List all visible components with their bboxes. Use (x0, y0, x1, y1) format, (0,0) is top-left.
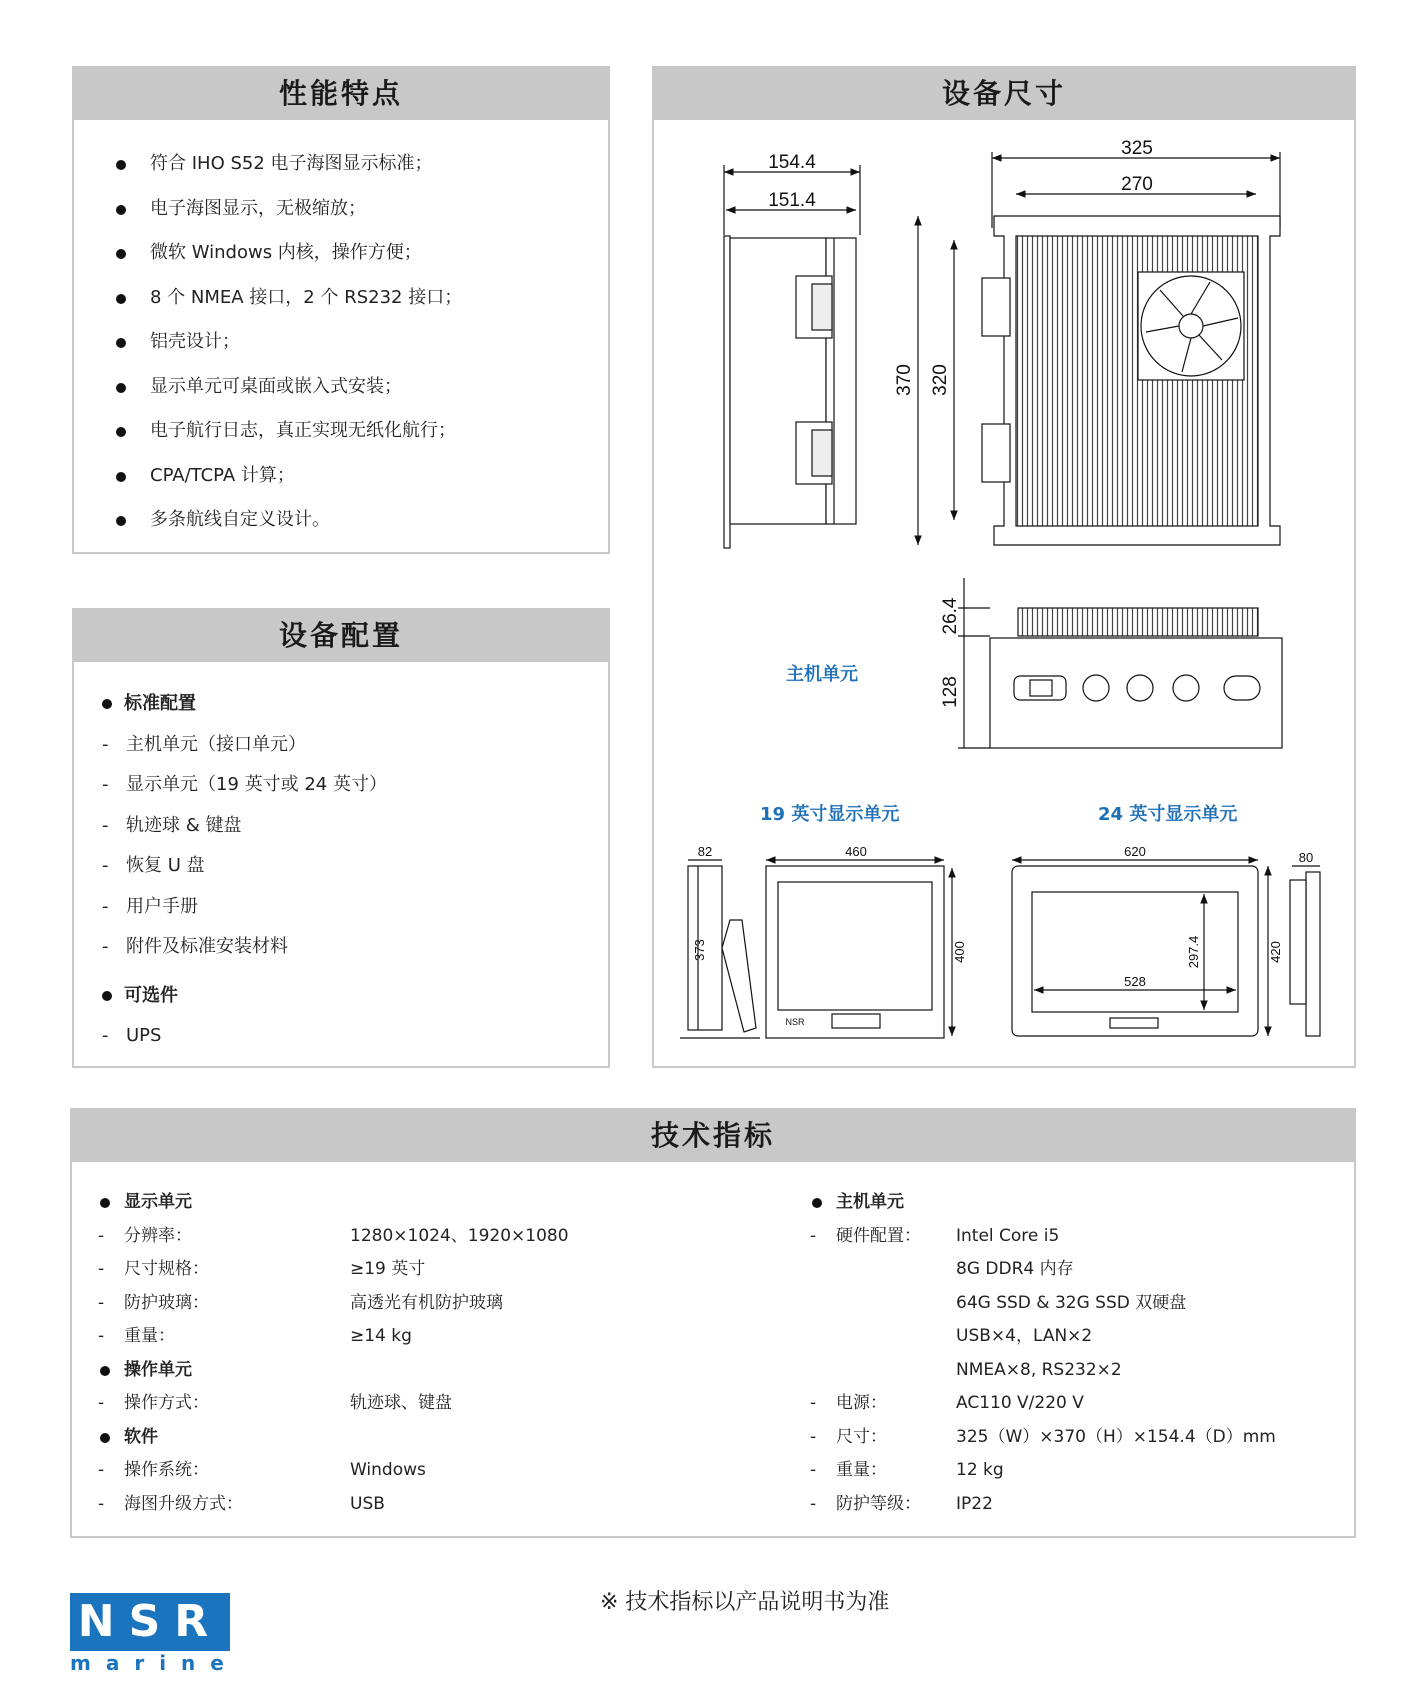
logo-text: NSR (70, 1593, 230, 1651)
spec-row: 64G SSD & 32G SSD 双硬盘 (956, 1292, 1187, 1313)
config-item: - 显示单元（19 英寸或 24 英寸） (100, 765, 608, 806)
dim-main-front-height-outer: 370 (894, 364, 915, 396)
dim-d24-front-width: 620 (1124, 844, 1146, 859)
features-title: 性能特点 (74, 68, 608, 120)
spec-row: - 尺寸： 325（W）×370（H）×154.4（D）mm (810, 1426, 1276, 1447)
dim-main-front-width-outer: 325 (1121, 138, 1153, 159)
config-item: - UPS (100, 1016, 608, 1057)
dim-d19-front-width: 460 (845, 844, 867, 859)
dim-d19-side-depth: 82 (697, 844, 713, 859)
display19-label: 19 英寸显示单元 (760, 804, 900, 825)
feature-item: 铝壳设计； (114, 320, 608, 365)
main-unit-label: 主机单元 (786, 664, 858, 685)
feature-item: 多条航线自定义设计。 (114, 498, 608, 543)
dim-d24-front-height: 420 (1268, 941, 1283, 963)
spec-row: - 操作系统： Windows (98, 1460, 426, 1480)
spec-row: - 防护玻璃： 高透光有机防护玻璃 (98, 1292, 503, 1313)
dimensions-title: 设备尺寸 (654, 68, 1354, 120)
config-item: - 轨迹球 & 键盘 (100, 806, 608, 847)
config-optional-heading: 可选件 (100, 976, 608, 1017)
dim-d24-side-depth: 80 (1298, 850, 1314, 865)
spec-section-heading: 主机单元 (784, 1186, 1354, 1220)
config-item: - 恢复 U 盘 (100, 846, 608, 887)
dim-main-side-depth-inner: 151.4 (768, 190, 816, 211)
spec-row: - 重量： 12 kg (810, 1460, 1004, 1480)
nsr-marine-logo (70, 1593, 239, 1675)
spec-row: USB×4，LAN×2 (956, 1326, 1093, 1346)
feature-item: 微软 Windows 内核，操作方便； (114, 231, 608, 276)
config-title: 设备配置 (74, 610, 608, 662)
spec-row: - 尺寸规格： ≥19 英寸 (98, 1259, 426, 1279)
main-unit-side-view (724, 165, 860, 548)
spec-row: - 重量： ≥14 kg (98, 1326, 412, 1346)
spec-row: - 防护等级： IP22 (810, 1493, 993, 1514)
logo-subtext: marine (70, 1651, 239, 1675)
spec-row: - 分辨率： 1280×1024、1920×1080 (98, 1225, 569, 1246)
display24-label: 24 英寸显示单元 (1098, 804, 1238, 825)
config-standard-heading: 标准配置 (100, 684, 608, 725)
spec-row: 8G DDR4 内存 (956, 1259, 1074, 1279)
main-unit-bottom-view (958, 578, 1282, 748)
specs-panel (70, 1108, 1356, 1538)
feature-item: CPA/TCPA 计算； (114, 454, 608, 499)
dim-d19-brand: NSR (785, 1017, 805, 1027)
config-item: - 附件及标准安装材料 (100, 927, 608, 968)
display24-side-view (1290, 866, 1320, 1036)
feature-item: 电子海图显示，无极缩放； (114, 187, 608, 232)
dim-d24-screen-width: 528 (1124, 974, 1146, 989)
spec-row: - 海图升级方式： USB (98, 1493, 385, 1514)
spec-row: - 硬件配置： Intel Core i5 (810, 1225, 1060, 1246)
dim-main-front-width-inner: 270 (1121, 174, 1153, 195)
dim-d19-front-height: 400 (952, 941, 967, 963)
dim-main-bottom-fin: 26.4 (940, 597, 961, 635)
feature-item: 符合 IHO S52 电子海图显示标准； (114, 142, 608, 187)
dim-d19-side-height: 373 (692, 939, 707, 961)
specs-left-column (72, 1186, 712, 1521)
spec-section-heading: 显示单元 (72, 1186, 712, 1220)
spec-row: NMEA×8, RS232×2 (956, 1359, 1122, 1380)
feature-item: 电子航行日志，真正实现无纸化航行； (114, 409, 608, 454)
display24-front-view (1012, 860, 1268, 1036)
footer-note: ※ 技术指标以产品说明书为准 (600, 1590, 890, 1615)
spec-section-heading: 软件 (72, 1421, 712, 1455)
feature-item: 显示单元可桌面或嵌入式安装； (114, 365, 608, 410)
feature-item: 8 个 NMEA 接口，2 个 RS232 接口； (114, 276, 608, 321)
spec-row: - 操作方式： 轨迹球、键盘 (98, 1393, 452, 1413)
dim-d24-screen-height: 297.4 (1186, 935, 1201, 969)
config-item: - 用户手册 (100, 887, 608, 928)
spec-section-heading: 操作单元 (72, 1354, 712, 1388)
dim-main-bottom-height: 128 (940, 676, 961, 708)
dim-main-side-depth-outer: 154.4 (768, 152, 816, 173)
specs-title: 技术指标 (72, 1110, 1354, 1162)
dim-main-front-height-inner: 320 (930, 364, 951, 396)
main-unit-front-view (918, 152, 1280, 545)
config-item: - 主机单元（接口单元） (100, 725, 608, 766)
spec-row: - 电源： AC110 V/220 V (810, 1393, 1084, 1413)
display19-front-view (766, 860, 952, 1038)
specs-right-column (784, 1186, 1354, 1521)
